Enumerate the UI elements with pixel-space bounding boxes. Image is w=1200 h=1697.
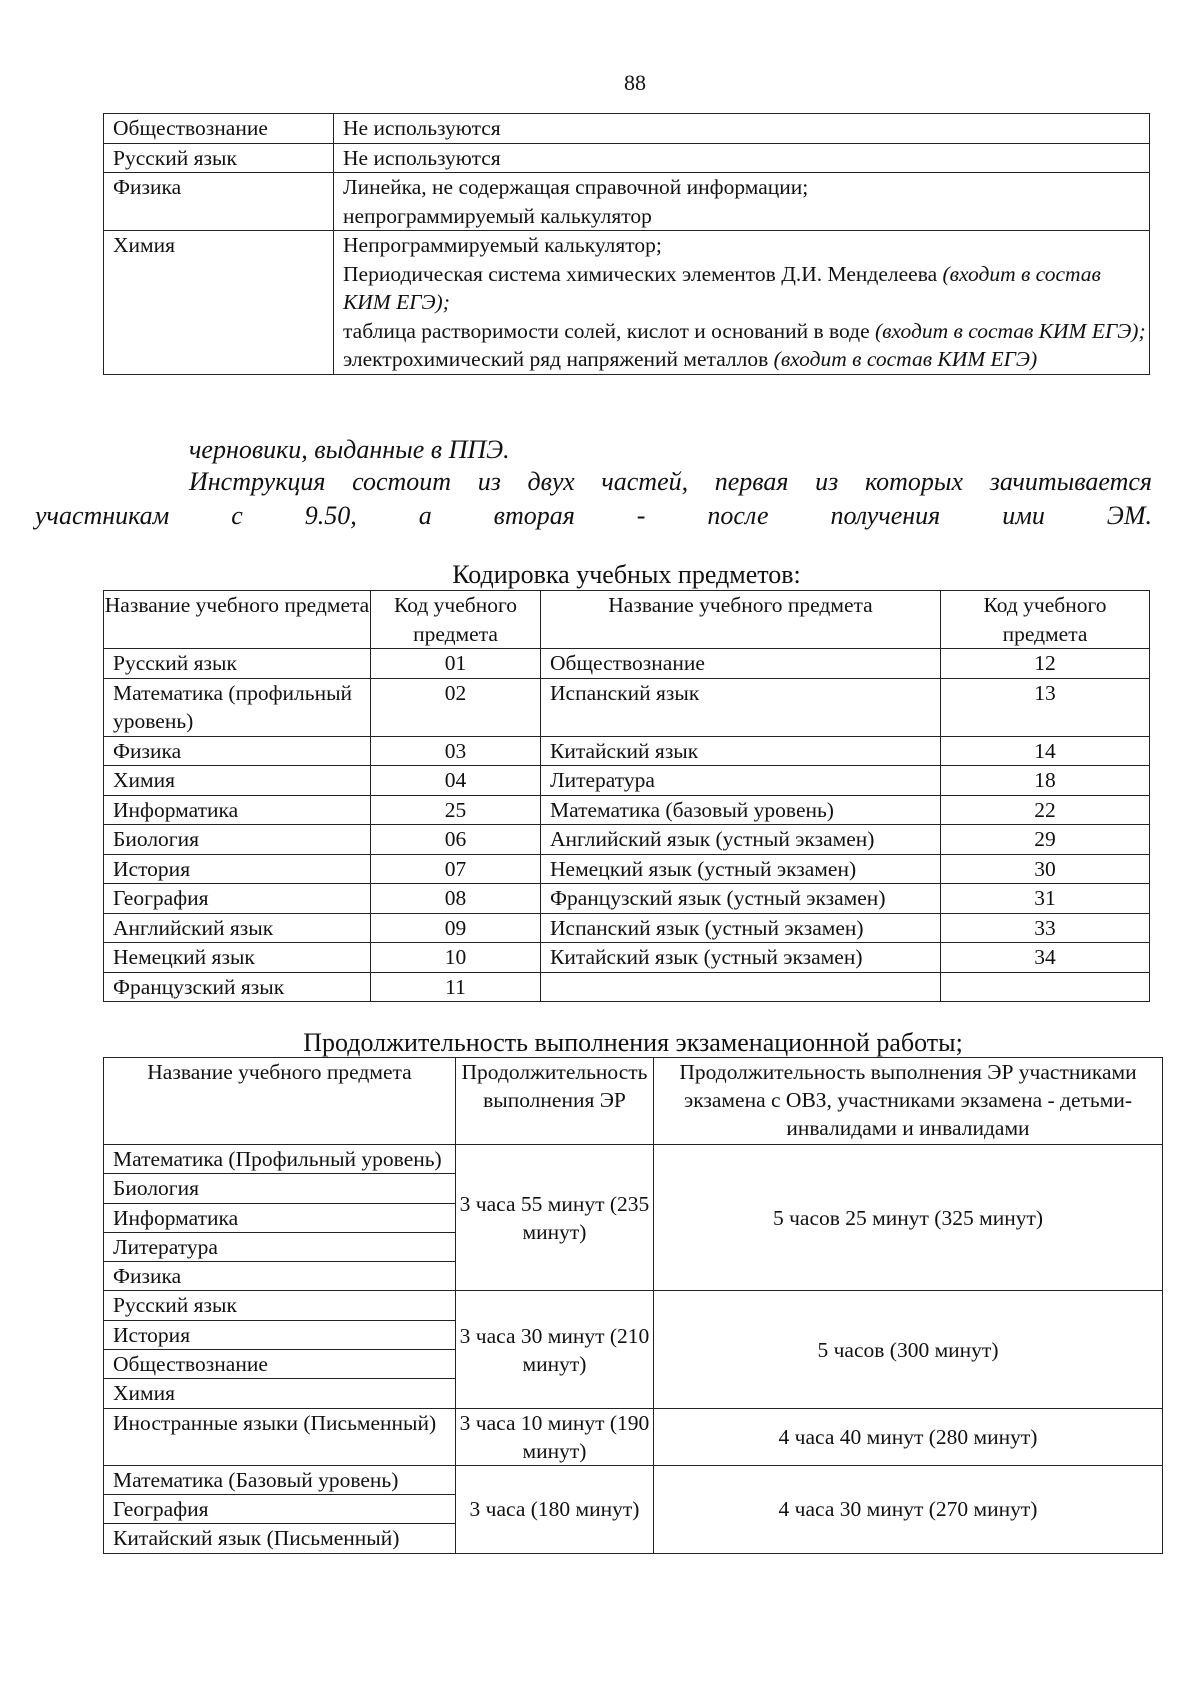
subject-name: География bbox=[104, 1494, 456, 1523]
aids-text: непрограммируемый калькулятор bbox=[343, 203, 652, 228]
duration-cell: 3 часа 10 минут (190 минут) bbox=[456, 1408, 654, 1465]
subject-name: Биология bbox=[104, 825, 371, 855]
subject-name: Математика (профильный уровень) bbox=[104, 678, 371, 736]
subject-name: Китайский язык (Письменный) bbox=[104, 1524, 456, 1553]
subject-code: 10 bbox=[371, 943, 541, 973]
column-header: Название учебного предмета bbox=[541, 591, 941, 649]
aids-text: таблица растворимости солей, кислот и оснований в воде bbox=[343, 318, 875, 343]
aids-note: (входит в состав КИМ ЕГЭ) bbox=[875, 318, 1139, 343]
aids-item bbox=[343, 345, 1149, 374]
table-header-row bbox=[104, 1058, 1163, 1145]
subject-name: Французский язык bbox=[104, 972, 371, 1002]
subject-name bbox=[541, 972, 941, 1002]
drafts-paragraph: черновики, выданные в ППЭ. bbox=[189, 435, 510, 464]
column-header: Код учебного предмета bbox=[371, 591, 541, 649]
exam-duration-table bbox=[103, 1057, 1163, 1554]
subject-name: Информатика bbox=[104, 1203, 456, 1232]
aids-note: (входит в состав КИМ ЕГЭ) bbox=[773, 347, 1038, 371]
aids-text: Периодическая система химических элементов Д.И. Менделеева bbox=[343, 261, 943, 286]
aids-cell bbox=[334, 173, 1150, 231]
page-number: 88 bbox=[624, 70, 646, 95]
subject-name: Китайский язык bbox=[541, 736, 941, 766]
table-row bbox=[104, 678, 1150, 736]
subject-code: 31 bbox=[941, 884, 1150, 914]
table-row bbox=[104, 1145, 1163, 1174]
subject-name: Испанский язык (устный экзамен) bbox=[541, 913, 941, 943]
column-header: Продолжительность выполнения ЭР bbox=[456, 1058, 654, 1145]
subject-name: Химия bbox=[104, 1379, 456, 1408]
table-row bbox=[104, 943, 1150, 973]
subject-code: 22 bbox=[941, 795, 1150, 825]
table-row bbox=[104, 972, 1150, 1002]
aids-item bbox=[343, 317, 1149, 346]
aids-text: Непрограммируемый калькулятор; bbox=[343, 233, 662, 257]
subject-code: 06 bbox=[371, 825, 541, 855]
subject-name: Испанский язык bbox=[541, 678, 941, 736]
subject-name: Немецкий язык bbox=[104, 943, 371, 973]
table-row bbox=[104, 231, 1150, 375]
instruction-line: участникам с 9.50, а вторая - после получения ими ЭМ. bbox=[35, 501, 1152, 530]
table-row bbox=[104, 114, 1150, 144]
subject-name: Химия bbox=[104, 766, 371, 796]
subject-name: Русский язык bbox=[104, 1291, 456, 1320]
subject-name: Русский язык bbox=[104, 649, 371, 679]
table-row bbox=[104, 1465, 1163, 1494]
duration-cell: 3 часа 55 минут (235 минут) bbox=[456, 1145, 654, 1291]
aids-end: ; bbox=[442, 290, 450, 314]
column-header: Код учебного предмета bbox=[941, 591, 1150, 649]
subject-code: 02 bbox=[371, 678, 541, 736]
subject-name: Математика (базовый уровень) bbox=[541, 795, 941, 825]
aids-text: электрохимический ряд напряжений металлов bbox=[343, 347, 774, 371]
subject-name: Английский язык bbox=[104, 913, 371, 943]
subject-code: 09 bbox=[371, 913, 541, 943]
table-row bbox=[104, 913, 1150, 943]
subject-code: 13 bbox=[941, 678, 1150, 736]
duration-ovz-cell: 4 часа 40 минут (280 минут) bbox=[654, 1408, 1163, 1465]
instruction-line: Инструкция состоит из двух частей, первая из которых зачитывается bbox=[189, 467, 1152, 496]
subject-name: Обществознание bbox=[104, 1350, 456, 1379]
table-row bbox=[104, 173, 1150, 231]
subject-name: Литература bbox=[104, 1232, 456, 1261]
table-header-row bbox=[104, 591, 1150, 649]
subject-name: Английский язык (устный экзамен) bbox=[541, 825, 941, 855]
table-row bbox=[104, 1291, 1163, 1320]
subject-name: Обществознание bbox=[541, 649, 941, 679]
duration-ovz-cell: 4 часа 30 минут (270 минут) bbox=[654, 1465, 1163, 1553]
subject-name: Информатика bbox=[104, 795, 371, 825]
subject-code: 33 bbox=[941, 913, 1150, 943]
subject-code: 12 bbox=[941, 649, 1150, 679]
subject-name: Немецкий язык (устный экзамен) bbox=[541, 854, 941, 884]
subject-name: Иностранные языки (Письменный) bbox=[104, 1408, 456, 1465]
subject-name: История bbox=[104, 1320, 456, 1349]
subject-name: Физика bbox=[104, 736, 371, 766]
subject-cell: Физика bbox=[104, 173, 334, 231]
subject-code: 04 bbox=[371, 766, 541, 796]
subject-codes-table bbox=[103, 590, 1150, 1002]
subject-code: 14 bbox=[941, 736, 1150, 766]
table-row bbox=[104, 766, 1150, 796]
subject-code: 07 bbox=[371, 854, 541, 884]
aids-cell bbox=[334, 114, 1150, 144]
aids-table bbox=[103, 113, 1150, 375]
duration-ovz-cell: 5 часов (300 минут) bbox=[654, 1291, 1163, 1408]
duration-caption: Продолжительность выполнения экзаменационной работы; bbox=[303, 1028, 963, 1057]
duration-cell: 3 часа 30 минут (210 минут) bbox=[456, 1291, 654, 1408]
subject-name: Математика (Базовый уровень) bbox=[104, 1465, 456, 1494]
subject-code: 08 bbox=[371, 884, 541, 914]
subject-cell: Обществознание bbox=[104, 114, 334, 144]
aids-note: (входит в состав КИМ ЕГЭ) bbox=[343, 261, 1101, 314]
duration-ovz-cell: 5 часов 25 минут (325 минут) bbox=[654, 1145, 1163, 1291]
subject-cell: Русский язык bbox=[104, 143, 334, 173]
table-row bbox=[104, 795, 1150, 825]
subject-code: 18 bbox=[941, 766, 1150, 796]
table-row bbox=[104, 143, 1150, 173]
duration-cell: 3 часа (180 минут) bbox=[456, 1465, 654, 1553]
aids-text: Не используются bbox=[343, 116, 501, 140]
subject-name: Математика (Профильный уровень) bbox=[104, 1145, 456, 1174]
aids-cell bbox=[334, 231, 1150, 375]
aids-text: Не используются bbox=[343, 145, 501, 170]
subject-name: История bbox=[104, 854, 371, 884]
subject-code: 03 bbox=[371, 736, 541, 766]
subject-code: 30 bbox=[941, 854, 1150, 884]
subject-code: 11 bbox=[371, 972, 541, 1002]
subject-code: 29 bbox=[941, 825, 1150, 855]
subject-code: 01 bbox=[371, 649, 541, 679]
table-row bbox=[104, 825, 1150, 855]
subject-name: Литература bbox=[541, 766, 941, 796]
aids-cell bbox=[334, 143, 1150, 173]
aids-text: Линейка, не содержащая справочной информации; bbox=[343, 175, 809, 199]
subject-code: 25 bbox=[371, 795, 541, 825]
aids-item bbox=[343, 260, 1149, 317]
subject-name: География bbox=[104, 884, 371, 914]
subject-code bbox=[941, 972, 1150, 1002]
table-row bbox=[104, 736, 1150, 766]
subject-name: Французский язык (устный экзамен) bbox=[541, 884, 941, 914]
aids-end: ; bbox=[1138, 318, 1146, 343]
table-row bbox=[104, 854, 1150, 884]
table-row bbox=[104, 649, 1150, 679]
instruction-paragraph bbox=[35, 465, 1152, 533]
subject-name: Биология bbox=[104, 1174, 456, 1203]
codes-caption: Кодировка учебных предметов: bbox=[452, 560, 801, 589]
subject-name: Китайский язык (устный экзамен) bbox=[541, 943, 941, 973]
table-row bbox=[104, 1408, 1163, 1465]
column-header: Название учебного предмета bbox=[104, 1058, 456, 1145]
column-header: Продолжительность выполнения ЭР участниками экзамена с ОВЗ, участниками экзамена - детьми-инвалидами и инвалидами bbox=[654, 1058, 1163, 1145]
table-row bbox=[104, 884, 1150, 914]
subject-name: Физика bbox=[104, 1262, 456, 1291]
subject-code: 34 bbox=[941, 943, 1150, 973]
column-header: Название учебного предмета bbox=[104, 591, 371, 649]
subject-cell: Химия bbox=[104, 231, 334, 375]
